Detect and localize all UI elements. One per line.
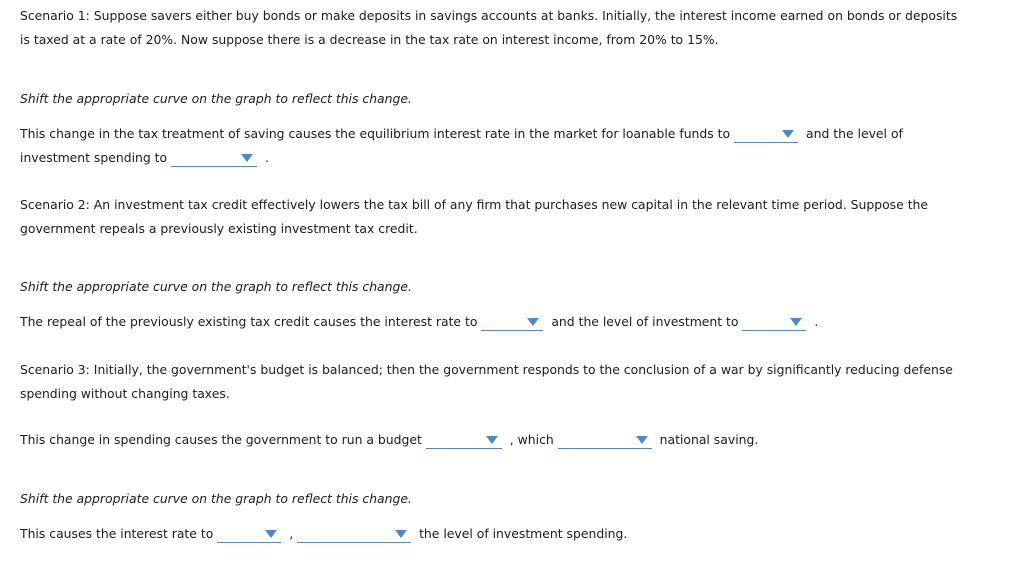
scenario-3-interest-rate-dropdown[interactable] [217,526,281,543]
scenario-2-question [20,310,1005,334]
scenario-3-instruction: Shift the appropriate curve on the graph to reflect this change. [20,491,412,506]
scenario-3-national-saving-dropdown[interactable] [558,432,652,449]
chevron-down-icon [486,436,498,444]
scenario-2-description [20,193,1005,240]
scenario-3-q2-text-2: , [289,526,294,541]
scenario-3-q1-text-2: , which [509,432,554,447]
scenario-3-q1-text-1: This change in spending causes the government to run a budget [20,432,422,447]
scenario-1-question-end: . [265,149,269,165]
chevron-down-icon [782,130,794,138]
scenario-2-question-text-2: and the level of investment to [551,314,739,329]
chevron-down-icon [241,154,253,162]
scenario-2-line-1: Scenario 2: An investment tax credit effectively lowers the tax bill of any firm that purchases new capital in the relevant time period. Suppose the [20,197,929,212]
scenario-1-line-2: is taxed at a rate of 20%. Now suppose there is a decrease in the tax rate on interest income, from 20% to 15%. [20,31,719,47]
chevron-down-icon [636,436,648,444]
scenario-3-question-1 [20,428,1005,452]
scenario-2-instruction: Shift the appropriate curve on the graph to reflect this change. [20,279,412,294]
scenario-1-description [20,4,1005,51]
scenario-1-line-1: Scenario 1: Suppose savers either buy bonds or make deposits in savings accounts at banks. Initially, the interest income earned on bonds or deposits [20,8,958,23]
scenario-3-q1-text-3: national saving. [659,432,759,447]
chevron-down-icon [265,530,277,538]
scenario-2-investment-dropdown[interactable] [742,314,806,331]
scenario-2-interest-rate-dropdown[interactable] [481,314,543,331]
chevron-down-icon [790,318,802,326]
scenario-3-investment-dropdown[interactable] [297,526,411,543]
scenario-2-question-text-1: The repeal of the previously existing tax credit causes the interest rate to [20,314,478,329]
chevron-down-icon [527,318,539,326]
scenario-3-q2-text-3: the level of investment spending. [419,526,628,541]
scenario-3-budget-dropdown[interactable] [426,432,502,449]
scenario-1-question-line-1 [20,122,1005,146]
scenario-1-instruction: Shift the appropriate curve on the graph to reflect this change. [20,91,412,106]
scenario-1-question-text-2: and the level of [806,126,903,141]
scenario-1-investment-dropdown[interactable] [171,150,257,167]
scenario-3-description [20,358,1005,405]
chevron-down-icon [395,530,407,538]
scenario-1-question-text-3: investment spending to [20,149,168,165]
scenario-1-question-text-1: This change in the tax treatment of saving causes the equilibrium interest rate in the market for loanable funds to [20,126,731,141]
scenario-3-q2-text-1: This causes the interest rate to [20,526,214,541]
scenario-3-line-2: spending without changing taxes. [20,385,230,401]
scenario-2-line-2: government repeals a previously existing investment tax credit. [20,220,418,236]
scenario-3-question-2 [20,522,1005,546]
scenario-1-question-line-2 [20,146,1005,170]
scenario-1-interest-rate-dropdown[interactable] [734,126,798,143]
scenario-1-question [20,122,1005,169]
scenario-3-line-1: Scenario 3: Initially, the government's budget is balanced; then the government responds to the conclusion of a war by significantly reducing defense [20,362,953,377]
scenario-2-question-end: . [814,314,819,329]
